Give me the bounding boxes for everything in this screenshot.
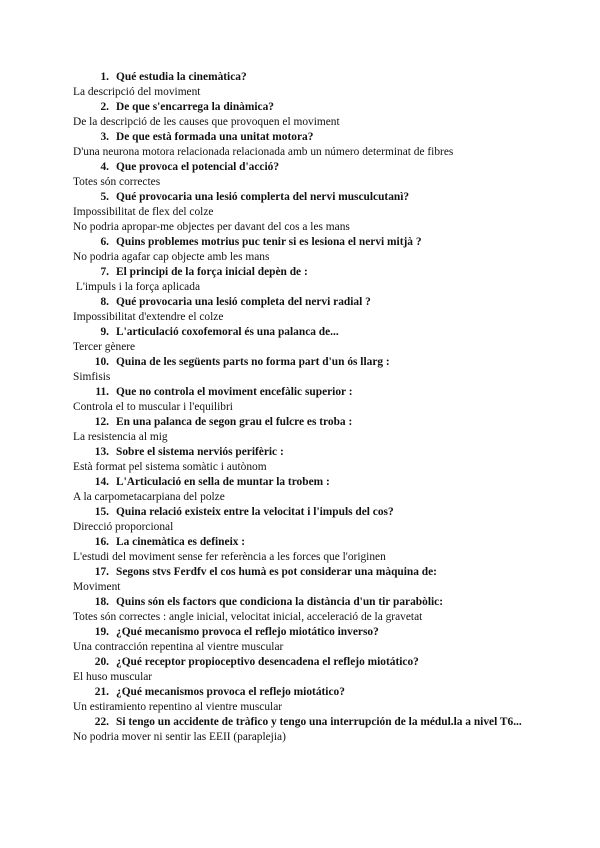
qa-item	[73, 235, 543, 265]
question-text: El principi de la força inicial depèn de :	[116, 266, 308, 279]
question-number: 7.	[100, 266, 109, 279]
question-text: Quins són els factors que condiciona la distància d'un tir parabòlic:	[116, 596, 443, 609]
question	[73, 445, 543, 460]
question-text: Quins problemes motrius puc tenir si es lesiona el nervi mitjà ?	[116, 236, 422, 249]
qa-item	[73, 265, 543, 295]
question	[73, 160, 543, 175]
question	[73, 190, 543, 205]
question-number: 6.	[100, 236, 109, 249]
question	[73, 715, 543, 730]
question-number: 13.	[94, 446, 109, 459]
question-text: Segons stvs Ferdfv el cos humà es pot considerar una màquina de:	[116, 566, 437, 579]
answer-text: Un estiramiento repentino al vientre muscular	[73, 701, 283, 713]
question-answer-list	[73, 70, 543, 745]
answer-text: Una contracción repentina al vientre muscular	[73, 641, 284, 653]
question-number: 11.	[95, 386, 109, 399]
qa-item	[73, 415, 543, 445]
question-text: ¿Qué mecanismo provoca el reflejo miotático inverso?	[116, 626, 379, 639]
answer-text: El huso muscular	[73, 671, 153, 683]
question-number: 9.	[100, 326, 109, 339]
question-text: Qué estudia la cinemàtica?	[116, 71, 247, 83]
question	[73, 535, 543, 550]
question-number: 19.	[94, 626, 109, 639]
question	[73, 385, 543, 400]
question	[73, 355, 543, 370]
answer-text: No podria apropar-me objectes per davant del cos a les mans	[73, 221, 350, 233]
question-text: En una palanca de segon grau el fulcre es troba :	[116, 416, 353, 429]
question-number: 8.	[100, 296, 109, 309]
qa-item	[73, 475, 543, 505]
question	[73, 130, 543, 145]
question	[73, 595, 543, 610]
answer-text: Controla el to muscular i l'equilibri	[73, 401, 233, 413]
question-text: Que provoca el potencial d'acció?	[116, 161, 280, 173]
question	[73, 100, 543, 115]
question	[73, 505, 543, 520]
question	[73, 655, 543, 670]
question-text: La cinemàtica es defineix :	[116, 536, 246, 549]
question-number: 18.	[94, 596, 109, 609]
qa-item	[73, 685, 543, 715]
qa-item	[73, 715, 543, 745]
question-text: L'articulació coxofemoral és una palanca de...	[116, 326, 339, 339]
question	[73, 235, 543, 250]
answer-text: L'estudi del moviment sense fer referència a les forces que l'originen	[73, 551, 386, 563]
question-number: 21.	[94, 686, 109, 699]
question-number: 14.	[94, 476, 109, 489]
answer-text: Tercer gènere	[73, 341, 136, 353]
question-text: De que està formada una unitat motora?	[116, 131, 314, 143]
question	[73, 475, 543, 490]
qa-item	[73, 385, 543, 415]
qa-item	[73, 505, 543, 535]
question	[73, 685, 543, 700]
question-text: Si tengo un accidente de tràfico y tengo una interrupción de la médul.la a nivel T6...	[116, 716, 522, 729]
qa-item	[73, 325, 543, 355]
answer-text: No podria mover ni sentir las EEII (paraplejia)	[73, 731, 286, 743]
question-number: 1.	[100, 71, 109, 83]
answer-text: Simfisis	[73, 371, 111, 383]
qa-item	[73, 445, 543, 475]
question	[73, 265, 543, 280]
qa-item	[73, 100, 543, 130]
answer-text: La descripció del moviment	[73, 85, 201, 98]
question-number: 17.	[94, 566, 109, 579]
answer-text: Direcció proporcional	[73, 521, 174, 533]
question-number: 16.	[94, 536, 109, 549]
answer-text: Està format pel sistema somàtic i autònom	[73, 461, 267, 473]
question	[73, 565, 543, 580]
question-text: ¿Qué receptor propioceptivo desencadena el reflejo miotático?	[116, 656, 419, 669]
answer-text: Impossibilitat de flex del colze	[73, 205, 214, 218]
answer-text: L'impuls i la força aplicada	[73, 281, 200, 293]
question-text: Que no controla el moviment encefàlic superior :	[116, 386, 353, 399]
question	[73, 70, 543, 85]
question-text: L'Articulació en sella de muntar la trobem :	[116, 476, 330, 489]
answer-text: A la carpometacarpiana del polze	[73, 491, 225, 503]
question-text: Quina de les següents parts no forma part d'un ós llarg :	[116, 356, 390, 369]
question-text: ¿Qué mecanismos provoca el reflejo miotático?	[116, 686, 345, 699]
answer-text: Totes són correctes : angle inicial, velocitat inicial, acceleració de la gravetat	[73, 611, 423, 623]
question	[73, 295, 543, 310]
question-number: 4.	[100, 161, 109, 173]
question-number: 20.	[94, 656, 109, 669]
question	[73, 325, 543, 340]
question-text: De que s'encarrega la dinàmica?	[116, 101, 274, 113]
qa-item	[73, 565, 543, 595]
question-number: 22.	[94, 716, 109, 729]
question-text: Qué provocaria una lesió completa del nervi radial ?	[116, 296, 371, 309]
question-number: 2.	[100, 101, 109, 113]
question-number: 12.	[94, 416, 109, 429]
qa-item	[73, 295, 543, 325]
answer-text: Moviment	[73, 581, 121, 593]
qa-item	[73, 625, 543, 655]
qa-item	[73, 70, 543, 100]
qa-item	[73, 190, 543, 235]
question-text: Qué provocaria una lesió complerta del nervi musculcutanì?	[116, 191, 410, 203]
question-text: Sobre el sistema nerviós perifèric :	[116, 446, 284, 459]
qa-item	[73, 160, 543, 190]
question-number: 3.	[100, 131, 109, 143]
qa-item	[73, 535, 543, 565]
question	[73, 415, 543, 430]
answer-text: Impossibilitat d'extendre el colze	[73, 311, 224, 323]
qa-item	[73, 130, 543, 160]
answer-text: D'una neurona motora relacionada relacionada amb un número determinat de fibres	[73, 145, 454, 158]
question-number: 10.	[94, 356, 109, 369]
question-number: 15.	[94, 506, 109, 519]
question-text: Quina relació existeix entre la velocitat i l'impuls del cos?	[116, 506, 394, 519]
answer-text: No podria agafar cap objecte amb les mans	[73, 251, 270, 263]
answer-text: Totes són correctes	[73, 175, 161, 188]
question-number: 5.	[100, 191, 109, 203]
answer-text: La resistencia al mig	[73, 431, 168, 443]
question	[73, 625, 543, 640]
answer-text: De la descripció de les causes que provoquen el moviment	[73, 115, 340, 128]
qa-item	[73, 355, 543, 385]
qa-item	[73, 595, 543, 625]
qa-item	[73, 655, 543, 685]
